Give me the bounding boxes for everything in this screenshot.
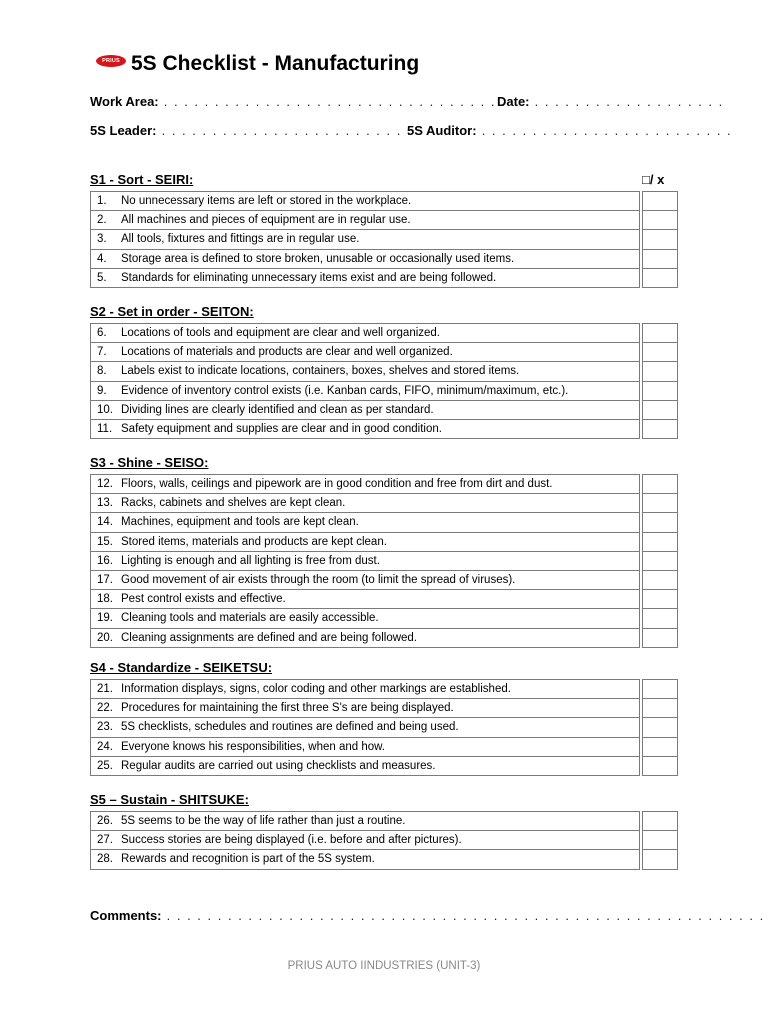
table-row — [91, 850, 678, 869]
item-text: Storage area is defined to store broken, unusable or occasionally used items. — [121, 252, 515, 265]
item-text: Procedures for maintaining the first three S's are being displayed. — [121, 702, 454, 715]
leader-field[interactable] — [90, 123, 412, 138]
item-number: 2. — [97, 214, 107, 227]
item-number: 21. — [97, 683, 113, 696]
checklist-table — [90, 191, 678, 288]
table-row — [91, 400, 678, 419]
item-cell — [91, 324, 640, 343]
item-number: 8. — [97, 365, 107, 378]
item-cell — [91, 812, 640, 831]
section-title: S2 - Set in order - SEITON: — [90, 304, 254, 319]
title-row — [96, 52, 419, 76]
item-text: Machines, equipment and tools are kept clean. — [121, 516, 359, 529]
comments-label: Comments: — [90, 908, 162, 923]
work-area-blank[interactable]: . . . . . . . . . . . . . . . . . . . . . . . . . . . . . . . . . . — [158, 94, 507, 109]
item-text: Locations of materials and products are clear and well organized. — [121, 346, 453, 359]
table-row — [91, 532, 678, 551]
item-number: 11. — [97, 423, 113, 436]
table-row — [91, 211, 678, 230]
item-text: All tools, fixtures and fittings are in regular use. — [121, 233, 360, 246]
check-box[interactable] — [643, 494, 678, 513]
item-number: 18. — [97, 593, 113, 606]
item-cell — [91, 590, 640, 609]
table-row — [91, 249, 678, 268]
item-number: 22. — [97, 702, 113, 715]
table-row — [91, 609, 678, 628]
item-cell — [91, 628, 640, 647]
check-box[interactable] — [643, 475, 678, 494]
check-box[interactable] — [643, 362, 678, 381]
table-row — [91, 362, 678, 381]
date-label: Date: — [497, 94, 530, 109]
check-box[interactable] — [643, 343, 678, 362]
item-text: Racks, cabinets and shelves are kept clean. — [121, 497, 346, 510]
footer-text: PRIUS AUTO IINDUSTRIES (UNIT-3) — [287, 960, 481, 972]
item-text: Standards for eliminating unnecessary items exist and are being followed. — [121, 271, 497, 284]
check-box[interactable] — [643, 551, 678, 570]
item-number: 23. — [97, 721, 113, 734]
checklist-table — [90, 811, 678, 870]
date-blank[interactable]: . . . . . . . . . . . . . . . . . . . — [529, 94, 724, 109]
check-box[interactable] — [643, 230, 678, 249]
table-row — [91, 590, 678, 609]
item-number: 15. — [97, 535, 113, 548]
item-number: 5. — [97, 271, 107, 284]
item-cell — [91, 381, 640, 400]
table-row — [91, 680, 678, 699]
check-box[interactable] — [643, 211, 678, 230]
item-cell — [91, 718, 640, 737]
check-box[interactable] — [643, 812, 678, 831]
item-text: Safety equipment and supplies are clear and in good condition. — [121, 423, 442, 436]
item-cell — [91, 494, 640, 513]
table-row — [91, 570, 678, 589]
item-number: 10. — [97, 403, 113, 416]
check-box[interactable] — [643, 419, 678, 438]
table-row — [91, 551, 678, 570]
check-box[interactable] — [643, 737, 678, 756]
item-cell — [91, 192, 640, 211]
item-cell — [91, 699, 640, 718]
item-text: Stored items, materials and products are kept clean. — [121, 535, 387, 548]
check-box[interactable] — [643, 249, 678, 268]
item-cell — [91, 609, 640, 628]
item-text: Cleaning tools and materials are easily accessible. — [121, 612, 379, 625]
item-text: Floors, walls, ceilings and pipework are in good condition and free from dirt and dust. — [121, 478, 553, 491]
item-cell — [91, 532, 640, 551]
item-cell — [91, 211, 640, 230]
table-row — [91, 475, 678, 494]
item-number: 9. — [97, 384, 107, 397]
work-area-label: Work Area: — [90, 94, 159, 109]
item-cell — [91, 343, 640, 362]
item-text: No unnecessary items are left or stored in the workplace. — [121, 195, 412, 208]
item-number: 1. — [97, 195, 107, 208]
section-title: S3 - Shine - SEISO: — [90, 455, 209, 470]
check-box[interactable] — [643, 699, 678, 718]
item-cell — [91, 551, 640, 570]
item-text: Good movement of air exists through the room (to limit the spread of viruses). — [121, 574, 516, 587]
item-text: Dividing lines are clearly identified and clean as per standard. — [121, 403, 434, 416]
item-text: Lighting is enough and all lighting is free from dust. — [121, 554, 380, 567]
table-row — [91, 756, 678, 775]
leader-blank[interactable]: . . . . . . . . . . . . . . . . . . . . . . . . . — [156, 123, 413, 138]
auditor-blank[interactable]: . . . . . . . . . . . . . . . . . . . . . . . . . — [476, 123, 733, 138]
item-number: 19. — [97, 612, 113, 625]
item-number: 17. — [97, 574, 113, 587]
table-row — [91, 343, 678, 362]
check-box[interactable] — [643, 680, 678, 699]
check-box[interactable] — [643, 400, 678, 419]
item-number: 26. — [97, 815, 113, 828]
leader-label: 5S Leader: — [90, 123, 157, 138]
item-cell — [91, 362, 640, 381]
item-cell — [91, 475, 640, 494]
item-cell — [91, 737, 640, 756]
check-box[interactable] — [643, 268, 678, 287]
check-box[interactable] — [643, 756, 678, 775]
item-cell — [91, 513, 640, 532]
table-row — [91, 718, 678, 737]
checklist-table — [90, 474, 678, 648]
table-row — [91, 699, 678, 718]
check-box[interactable] — [643, 324, 678, 343]
item-text: Locations of tools and equipment are clear and well organized. — [121, 327, 441, 340]
table-row — [91, 419, 678, 438]
item-cell — [91, 831, 640, 850]
section-title: S4 - Standardize - SEIKETSU: — [90, 660, 273, 675]
check-box[interactable] — [643, 192, 678, 211]
item-text: Rewards and recognition is part of the 5S system. — [121, 853, 375, 866]
item-cell — [91, 419, 640, 438]
section-title: S1 - Sort - SEIRI: — [90, 172, 194, 187]
item-cell — [91, 570, 640, 589]
check-box[interactable] — [643, 831, 678, 850]
item-text: All machines and pieces of equipment are in regular use. — [121, 214, 411, 227]
table-row — [91, 513, 678, 532]
item-number: 24. — [97, 740, 113, 753]
check-box[interactable] — [643, 609, 678, 628]
item-number: 3. — [97, 233, 107, 246]
item-cell — [91, 680, 640, 699]
item-cell — [91, 400, 640, 419]
table-row — [91, 831, 678, 850]
check-box[interactable] — [643, 570, 678, 589]
item-cell — [91, 756, 640, 775]
page-title: 5S Checklist - Manufacturing — [131, 52, 420, 75]
table-row — [91, 324, 678, 343]
comments-field[interactable] — [90, 908, 765, 923]
item-text: Labels exist to indicate locations, containers, boxes, shelves and stored items. — [121, 365, 520, 378]
checklist-table — [90, 679, 678, 776]
table-row — [91, 381, 678, 400]
auditor-field[interactable] — [407, 123, 732, 138]
table-row — [91, 230, 678, 249]
item-cell — [91, 268, 640, 287]
item-number: 25. — [97, 759, 113, 772]
table-row — [91, 494, 678, 513]
check-column-header: □/ x — [642, 172, 665, 187]
date-field[interactable] — [497, 94, 724, 109]
check-box[interactable] — [643, 381, 678, 400]
section-title: S5 – Sustain - SHITSUKE: — [90, 792, 249, 807]
table-row — [91, 268, 678, 287]
item-text: Everyone knows his responsibilities, when and how. — [121, 740, 386, 753]
item-number: 27. — [97, 834, 113, 847]
item-number: 7. — [97, 346, 107, 359]
check-box[interactable] — [643, 850, 678, 869]
item-number: 14. — [97, 516, 113, 529]
item-text: 5S seems to be the way of life rather than just a routine. — [121, 815, 406, 828]
item-text: Cleaning assignments are defined and are being followed. — [121, 631, 418, 644]
work-area-field[interactable] — [90, 94, 506, 109]
item-cell — [91, 850, 640, 869]
auditor-label: 5S Auditor: — [407, 123, 477, 138]
comments-blank[interactable]: . . . . . . . . . . . . . . . . . . . . . . . . . . . . . . . . . . . . . . . . . . . . . . . . . . . . . . . . . . . — [161, 908, 765, 923]
check-box[interactable] — [643, 513, 678, 532]
check-box[interactable] — [643, 628, 678, 647]
item-text: Information displays, signs, color coding and other markings are established. — [121, 683, 511, 696]
item-number: 28. — [97, 853, 113, 866]
check-box[interactable] — [643, 590, 678, 609]
item-text: Success stories are being displayed (i.e. before and after pictures). — [121, 834, 462, 847]
item-cell — [91, 249, 640, 268]
check-box[interactable] — [643, 718, 678, 737]
item-text: Evidence of inventory control exists (i.e. Kanban cards, FIFO, minimum/maximum, etc.). — [121, 384, 569, 397]
item-number: 16. — [97, 554, 113, 567]
table-row — [91, 812, 678, 831]
item-number: 4. — [97, 252, 107, 265]
table-row — [91, 192, 678, 211]
prius-logo: PRIUS — [96, 55, 126, 67]
check-box[interactable] — [643, 532, 678, 551]
item-text: Regular audits are carried out using checklists and measures. — [121, 759, 436, 772]
checklist-table — [90, 323, 678, 439]
item-number: 6. — [97, 327, 107, 340]
item-number: 13. — [97, 497, 113, 510]
item-number: 12. — [97, 478, 113, 491]
table-row — [91, 628, 678, 647]
item-text: 5S checklists, schedules and routines are defined and being used. — [121, 721, 459, 734]
table-row — [91, 737, 678, 756]
item-number: 20. — [97, 631, 113, 644]
item-text: Pest control exists and effective. — [121, 593, 286, 606]
item-cell — [91, 230, 640, 249]
